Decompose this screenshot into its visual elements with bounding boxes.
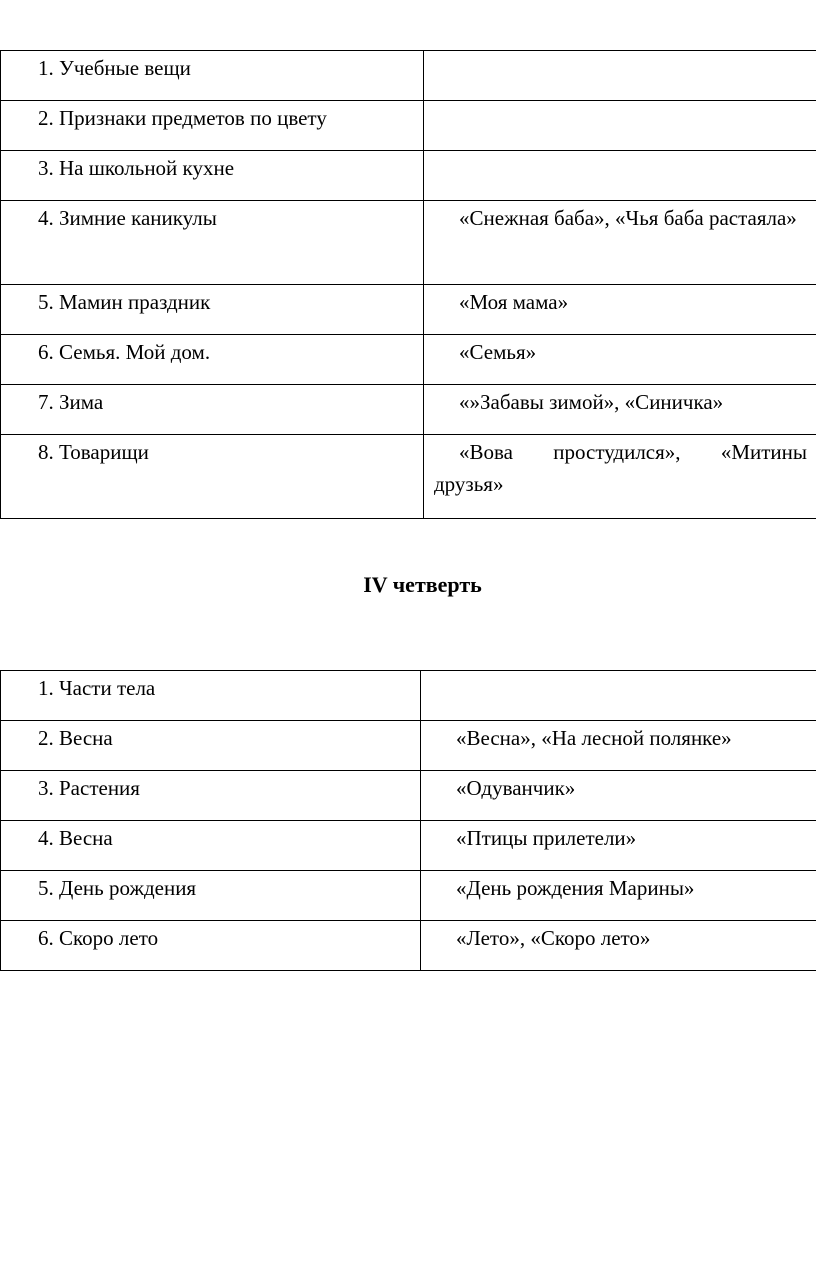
- text-cell: [424, 151, 816, 201]
- topic-cell: 4. Зимние каникулы: [1, 201, 424, 285]
- table-row: [1, 385, 816, 435]
- text-cell: «Моя мама»: [424, 285, 816, 335]
- table-row: [1, 335, 816, 385]
- text-cell: «Весна», «На лесной полянке»: [421, 721, 816, 771]
- table-row: [1, 671, 816, 721]
- quarter4-table: [0, 670, 816, 971]
- table-row: [1, 821, 816, 871]
- topic-cell: 6. Семья. Мой дом.: [1, 335, 424, 385]
- text-cell: [421, 671, 816, 721]
- topic-cell: 8. Товарищи: [1, 435, 424, 519]
- topic-cell: 2. Признаки предметов по цвету: [1, 101, 424, 151]
- topic-cell: 7. Зима: [1, 385, 424, 435]
- text-cell: «Лето», «Скоро лето»: [421, 921, 816, 971]
- table-row: [1, 921, 816, 971]
- table-row: [1, 201, 816, 285]
- text-cell: «Семья»: [424, 335, 816, 385]
- topic-cell: 2. Весна: [1, 721, 421, 771]
- text-cell: [424, 51, 816, 101]
- topic-cell: 5. День рождения: [1, 871, 421, 921]
- topic-cell: 1. Части тела: [1, 671, 421, 721]
- text-cell: «»Забавы зимой», «Синичка»: [424, 385, 816, 435]
- topic-cell: 6. Скоро лето: [1, 921, 421, 971]
- topic-cell: 1. Учебные вещи: [1, 51, 424, 101]
- table-row: [1, 51, 816, 101]
- table-row: [1, 101, 816, 151]
- topic-cell: 4. Весна: [1, 821, 421, 871]
- text-cell: [424, 101, 816, 151]
- text-cell: «Снежная баба», «Чья баба растаяла»: [424, 201, 816, 285]
- section-heading: IV четверть: [363, 572, 482, 597]
- text-cell: «Вова простудился», «Митины друзья»: [424, 435, 816, 519]
- topic-cell: 3. На школьной кухне: [1, 151, 424, 201]
- text-cell: «День рождения Марины»: [421, 871, 816, 921]
- text-cell: «Одуванчик»: [421, 771, 816, 821]
- topic-cell: 3. Растения: [1, 771, 421, 821]
- table-row: [1, 871, 816, 921]
- table-row: [1, 285, 816, 335]
- table-row: [1, 435, 816, 519]
- topic-cell: 5. Мамин праздник: [1, 285, 424, 335]
- table-row: [1, 721, 816, 771]
- table-row: [1, 771, 816, 821]
- quarter3-table: [0, 50, 816, 519]
- text-cell: «Птицы прилетели»: [421, 821, 816, 871]
- table-row: [1, 151, 816, 201]
